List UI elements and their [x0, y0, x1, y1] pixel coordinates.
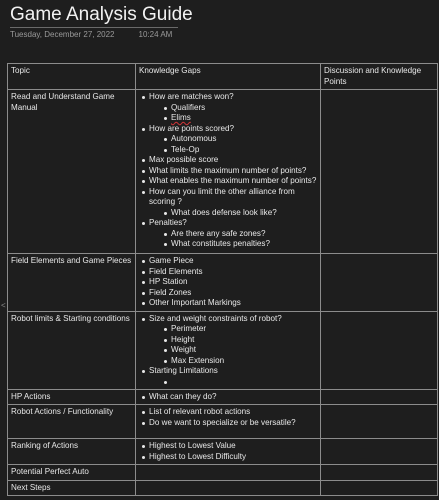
list-item: Max possible score — [149, 155, 317, 166]
list-item: Do we want to specialize or be versatile? — [149, 418, 317, 429]
list-item: Field Zones — [149, 288, 317, 299]
gaps-cell[interactable] — [136, 439, 321, 465]
list-item: Tele-Op — [171, 145, 317, 156]
gaps-cell[interactable] — [136, 254, 321, 312]
list-item: Max Extension — [171, 356, 317, 367]
list-item: Size and weight constraints of robot? Perimeter Height Weight Max Extension — [149, 314, 317, 367]
analysis-table[interactable] — [7, 63, 438, 496]
discussion-cell[interactable] — [321, 480, 438, 496]
topic-cell[interactable]: Field Elements and Game Pieces — [8, 254, 136, 312]
topic-cell[interactable]: Robot Actions / Functionality — [8, 405, 136, 439]
header-discussion[interactable]: Discussion and Knowledge Points — [321, 64, 438, 90]
discussion-cell[interactable] — [321, 439, 438, 465]
topic-cell[interactable]: Read and Understand Game Manual — [8, 90, 136, 254]
page-time: 10:24 AM — [138, 30, 173, 39]
discussion-cell[interactable] — [321, 90, 438, 254]
gaps-cell[interactable] — [136, 480, 321, 496]
list-item: Are there any safe zones? — [171, 229, 317, 240]
table-row — [8, 311, 438, 389]
list-item: Other Important Markings — [149, 298, 317, 309]
list-item: List of relevant robot actions — [149, 407, 317, 418]
title-underline — [10, 27, 178, 28]
topic-cell[interactable]: HP Actions — [8, 389, 136, 405]
list-item: How are points scored? Autonomous Tele-Op — [149, 124, 317, 156]
spellcheck-underline: Elims — [171, 113, 191, 122]
topic-cell[interactable]: Next Steps — [8, 480, 136, 496]
topic-cell[interactable]: Potential Perfect Auto — [8, 465, 136, 481]
table-row — [8, 480, 438, 496]
collapse-arrow-icon[interactable]: < — [1, 301, 6, 310]
list-item: HP Station — [149, 277, 317, 288]
list-item: What enables the maximum number of points? — [149, 176, 317, 185]
topic-cell[interactable]: Robot limits & Starting conditions — [8, 311, 136, 389]
list-item: How can you limit the other alliance from scoring ? What does defense look like? — [149, 187, 317, 219]
table-row — [8, 405, 438, 439]
list-item: What limits the maximum number of points? — [149, 166, 317, 177]
page-title[interactable]: Game Analysis Guide — [10, 4, 193, 25]
gaps-cell[interactable] — [136, 389, 321, 405]
table-row — [8, 90, 438, 254]
discussion-cell[interactable] — [321, 389, 438, 405]
list-item: Field Elements — [149, 267, 317, 278]
header-topic[interactable]: Topic — [8, 64, 136, 90]
gaps-cell[interactable] — [136, 311, 321, 389]
gaps-cell[interactable] — [136, 405, 321, 439]
list-item: Weight — [171, 345, 317, 356]
list-item: Highest to Lowest Difficulty — [149, 452, 317, 463]
gaps-cell[interactable] — [136, 90, 321, 254]
discussion-cell[interactable] — [321, 311, 438, 389]
table-header-row — [8, 64, 438, 90]
list-item: Highest to Lowest Value — [149, 441, 317, 452]
list-item: What can they do? — [149, 392, 317, 403]
list-item — [171, 377, 317, 387]
list-item: Height — [171, 335, 317, 346]
topic-cell[interactable]: Ranking of Actions — [8, 439, 136, 465]
list-item: Game Piece — [149, 256, 317, 267]
table-row — [8, 389, 438, 405]
list-item — [171, 113, 317, 124]
list-item: Qualifiers — [171, 103, 317, 114]
list-item: What does defense look like? — [171, 208, 317, 219]
discussion-cell[interactable] — [321, 405, 438, 439]
list-item: Penalties? Are there any safe zones? What constitutes penalties? — [149, 218, 317, 250]
header-knowledge-gaps[interactable]: Knowledge Gaps — [136, 64, 321, 90]
list-item: What constitutes penalties? — [171, 239, 317, 250]
table-row — [8, 254, 438, 312]
list-item: How are matches won? Qualifiers Elims — [149, 92, 317, 124]
gaps-cell[interactable] — [136, 465, 321, 481]
list-item: Autonomous — [171, 134, 317, 145]
table-row — [8, 465, 438, 481]
discussion-cell[interactable] — [321, 465, 438, 481]
list-item: Perimeter — [171, 324, 317, 335]
page-date: Tuesday, December 27, 2022 — [10, 30, 115, 39]
discussion-cell[interactable] — [321, 254, 438, 312]
page-timestamp — [10, 30, 172, 39]
table-row — [8, 439, 438, 465]
list-item: Starting Limitations — [149, 366, 317, 387]
